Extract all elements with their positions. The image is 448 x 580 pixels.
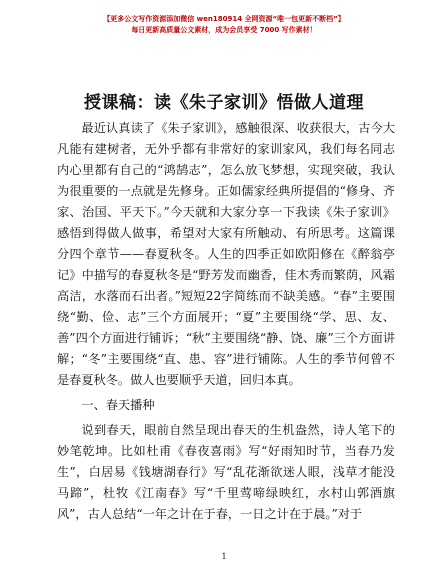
document-title: 授课稿：读《朱子家训》悟做人道理: [84, 93, 364, 113]
page-number: 1: [221, 552, 227, 561]
section-heading: 一、春天播种: [81, 398, 155, 412]
document-body: [57, 118, 395, 525]
banner-line-1: 【更多公文写作资源添加微信 wen180914 全网资源“唯一包更新不断档”】: [103, 15, 345, 23]
banner-line-2: 每日更新高质量公文素材，成为会员享受 7000 写作素材！: [131, 26, 317, 34]
section-paragraph: 说到春天，眼前自然呈现出春天的生机盎然，诗人笔下的妙笔乾坤。比如杜甫《春夜喜雨》写“好雨知时节，当春乃发生”，白居易《钱塘湖春行》写“乱花渐欲迷人眼，浅草才能没马蹄”，杜牧《江南春》写“千里莺啼绿映红，水村山郭酒旗风”，古人总结“一年之计在于春，一日之计在于晨。”对于: [57, 423, 395, 521]
promo-banner: [0, 14, 448, 36]
intro-paragraph: 最近认真读了《朱子家训》，感触很深、收获很大，古今大凡能有建树者，无外乎都有非常好的家训家风，我们每名同志内心里都有自己的“鸿鹄志”，怎么放飞梦想，实现突破，我认为很重要的一点就是先修身。正如儒家经典所提倡的“修身、齐家、治国、平天下。”今天就和大家分享一下我读《朱子家训》感悟到得做人做事，希望对大家有所触动、有所思考。这篇课分四个章节——春夏秋冬。人生的四季正如欧阳修在《醉翁亭记》中描写的春夏秋冬是“野芳发而幽香，佳木秀而繁荫，风霜高洁，水落而石出者。”短短22字简练而不缺美感。“春”主要围绕“勤、俭、志”三个方面展开；“夏”主要围绕“学、思、友、善”四个方面进行铺诉；“秋”主要围绕“静、饶、廉”三个方面讲解；“冬”主要围绕“直、患、容”进行铺陈。人生的季节何曾不是春夏秋冬。做人也要顺乎天道，回归本真。: [57, 121, 395, 387]
